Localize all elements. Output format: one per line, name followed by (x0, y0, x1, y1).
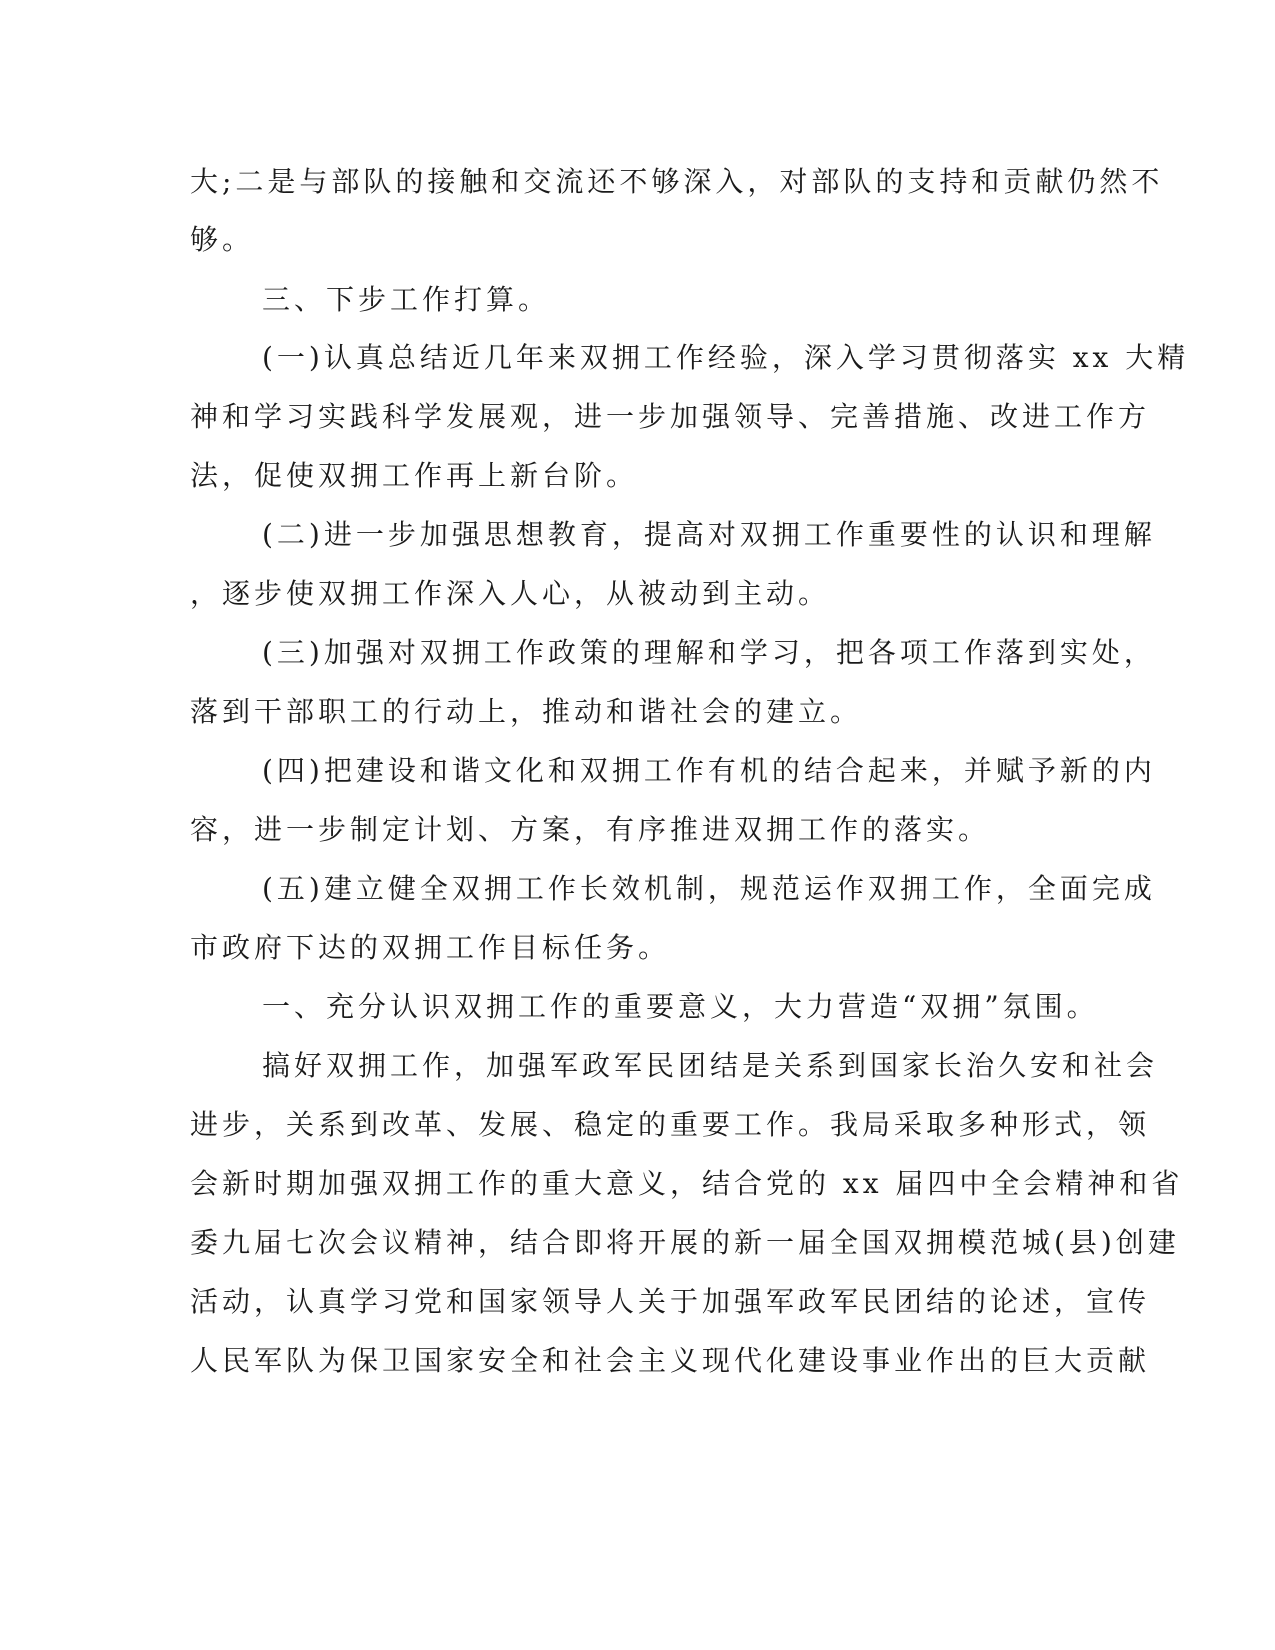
section-heading-3: 三、下步工作打算。 (262, 283, 551, 316)
text-line-6: 法，促使双拥工作再上新台阶。 (190, 459, 639, 492)
text-line-2: 够。 (190, 223, 255, 256)
text-line-4: (一)认真总结近几年来双拥工作经验，深入学习贯彻落实 xx 大精 (262, 341, 1190, 374)
text-line-9: (三)加强对双拥工作政策的理解和学习，把各项工作落到实处， (262, 636, 1156, 669)
text-line-20: 活动，认真学习党和国家领导人关于加强军政军民团结的论述，宣传 (190, 1285, 1151, 1318)
text-line-1: 大;二是与部队的接触和交流还不够深入，对部队的支持和贡献仍然不 (190, 165, 1164, 198)
text-line-18: 会新时期加强双拥工作的重大意义，结合党的 xx 届四中全会精神和省 (190, 1167, 1184, 1200)
text-line-14: 市政府下达的双拥工作目标任务。 (190, 931, 671, 964)
text-line-16: 搞好双拥工作，加强军政军民团结是关系到国家长治久安和社会 (262, 1049, 1159, 1082)
text-line-5: 神和学习实践科学发展观，进一步加强领导、完善措施、改进工作方 (190, 400, 1151, 433)
text-line-17: 进步，关系到改革、发展、稳定的重要工作。我局采取多种形式，领 (190, 1108, 1151, 1141)
text-line-8: ，逐步使双拥工作深入人心，从被动到主动。 (190, 577, 831, 610)
section-heading-15: 一、充分认识双拥工作的重要意义，大力营造“双拥”氛围。 (262, 990, 1099, 1023)
text-line-11: (四)把建设和谐文化和双拥工作有机的结合起来，并赋予新的内 (262, 754, 1156, 787)
text-line-12: 容，进一步制定计划、方案，有序推进双拥工作的落实。 (190, 813, 991, 846)
text-line-21: 人民军队为保卫国家安全和社会主义现代化建设事业作出的巨大贡献 (190, 1344, 1151, 1377)
text-line-19: 委九届七次会议精神，结合即将开展的新一届全国双拥模范城(县)创建 (190, 1226, 1180, 1259)
text-line-10: 落到干部职工的行动上，推动和谐社会的建立。 (190, 695, 863, 728)
text-line-13: (五)建立健全双拥工作长效机制，规范运作双拥工作，全面完成 (262, 872, 1156, 905)
text-line-7: (二)进一步加强思想教育，提高对双拥工作重要性的认识和理解 (262, 518, 1156, 551)
